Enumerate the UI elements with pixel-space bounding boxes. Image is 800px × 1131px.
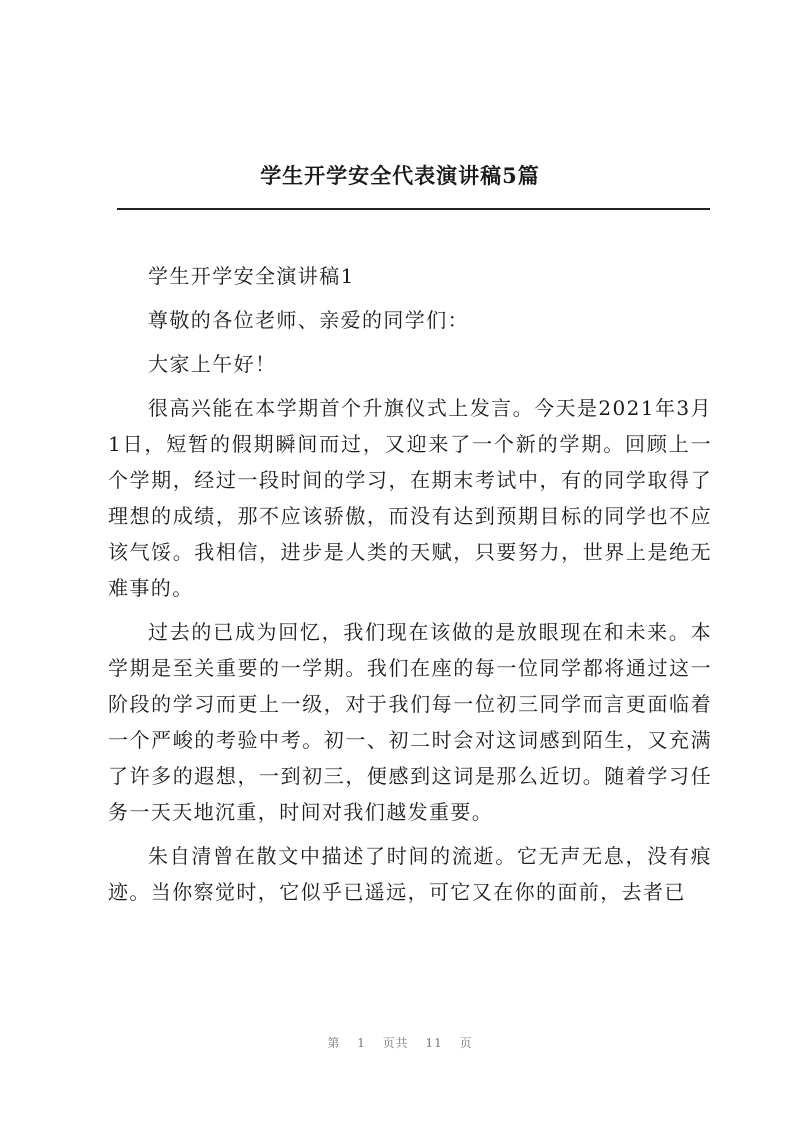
paragraph-heading: 学生开学安全演讲稿1 (148, 264, 355, 288)
title-underline (117, 208, 710, 210)
document-title: 学生开学安全代表演讲稿5篇 (260, 163, 540, 188)
paragraph-greeting: 大家上午好！ (148, 352, 277, 376)
footer-mid: 页共 (382, 1036, 409, 1050)
document-body (108, 258, 712, 918)
footer-page-number: 1 (357, 1036, 366, 1050)
paragraph-body-2: 过去的已成为回忆，我们现在该做的是放眼现在和未来。本学期是至关重要的一学期。我们在座的每一位同学都将通过这一阶段的学习而更上一级，对于我们每一位初三同学而言更面临着一个严峻的考验中考。初一、初二时会对这词感到陌生，又充满了许多的遐想，一到初三，便感到这词是那么近切。随着学习任务一天天地沉重，时间对我们越发重要。 (108, 620, 712, 824)
paragraph-body-1: 很高兴能在本学期首个升旗仪式上发言。今天是2021年3月1日，短暂的假期瞬间而过，又迎来了一个新的学期。回顾上一个学期，经过一段时间的学习，在期末考试中，有的同学取得了理想的成绩，那不应该骄傲，而没有达到预期目标的同学也不应该气馁。我相信，进步是人类的天赋，只要努力，世界上是绝无难事的。 (108, 396, 712, 600)
footer-prefix: 第 (327, 1036, 341, 1050)
paragraph-salutation: 尊敬的各位老师、亲爱的同学们： (148, 308, 469, 332)
footer-suffix: 页 (459, 1036, 473, 1050)
footer-total-pages: 11 (425, 1036, 443, 1050)
page-footer (0, 1034, 800, 1051)
paragraph-body-3: 朱自清曾在散文中描述了时间的流逝。它无声无息，没有痕迹。当你察觉时，它似乎已遥远，可它又在你的面前，去者已 (108, 844, 712, 904)
